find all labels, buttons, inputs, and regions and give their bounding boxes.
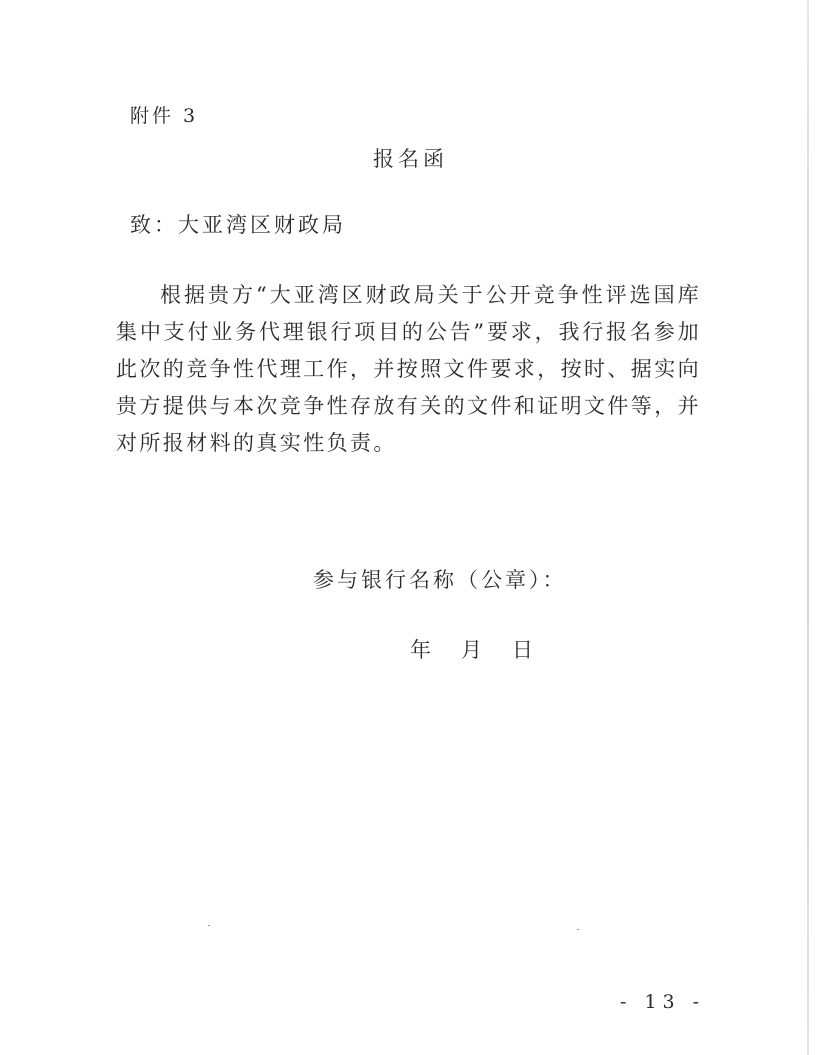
date-year: 年 bbox=[410, 638, 431, 662]
body-paragraph: 根据贵方“大亚湾区财政局关于公开竞争性评选国库集中支付业务代理银行项目的公告”要求，我行报名参加此次的竞争性代理工作，并按照文件要求，按时、据实向贵方提供与本次竞争性存放有关的文件和证明文件等，并对所报材料的真实性负责。 bbox=[116, 283, 701, 455]
addressee: 致：大亚湾区财政局 bbox=[130, 213, 346, 237]
page-number: - 13 - bbox=[620, 991, 706, 1013]
date-month: 月 bbox=[461, 638, 482, 662]
scan-speck bbox=[577, 929, 579, 930]
date-day: 日 bbox=[512, 638, 533, 662]
date-line bbox=[410, 634, 533, 664]
page-title: 报名函 bbox=[373, 147, 448, 171]
signature-label: 参与银行名称（公章）： bbox=[313, 568, 567, 592]
attachment-label: 附件 3 bbox=[130, 105, 199, 127]
scan-speck bbox=[208, 925, 210, 926]
